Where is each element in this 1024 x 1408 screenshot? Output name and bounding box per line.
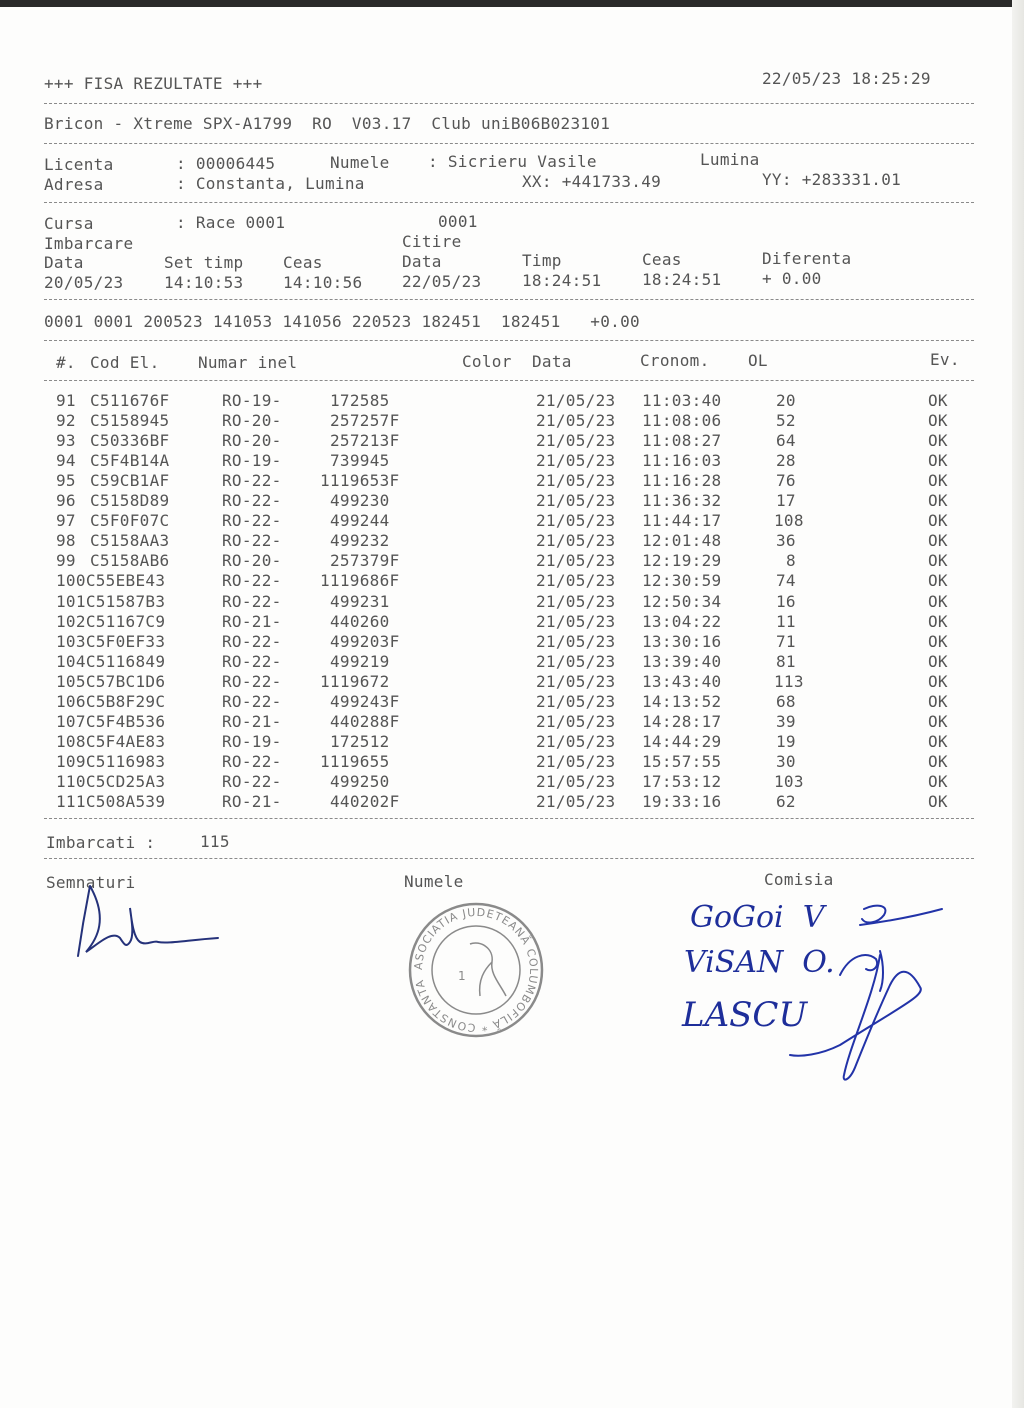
cell-ev: OK	[928, 431, 948, 451]
cell-nr: 102	[56, 611, 86, 631]
cell-ev: OK	[928, 531, 948, 551]
numele-footer-label: Numele	[404, 872, 464, 891]
cell-date: 21/05/23	[536, 491, 616, 511]
cell-ol: 74	[776, 571, 796, 591]
cell-nr: 109	[56, 751, 86, 771]
cell-time: 11:03:40	[642, 391, 722, 410]
cell-date: 21/05/23	[536, 711, 616, 731]
cell-date: 21/05/23	[536, 651, 616, 671]
table-row	[0, 492, 1024, 512]
table-row	[0, 673, 1024, 693]
cell-date: 21/05/23	[536, 391, 616, 410]
table-row	[0, 532, 1024, 552]
cell-ol: 81	[776, 651, 796, 671]
cell-ring-number: 1119672	[320, 671, 390, 691]
cell-ring-prefix: RO-20-	[222, 411, 282, 431]
cell-ring-number: 440260	[330, 611, 390, 631]
licenta-label: Licenta	[44, 155, 114, 174]
cell-time: 12:19:29	[642, 551, 722, 571]
cell-ev: OK	[928, 792, 948, 811]
cell-ring-number: 1119655	[320, 751, 390, 771]
cell-ring-prefix: RO-22-	[222, 491, 282, 511]
cell-cod: C5158AA3	[90, 531, 170, 551]
cell-nr: 104	[56, 651, 86, 671]
cell-ol: 113	[774, 671, 804, 691]
cell-ring-prefix: RO-20-	[222, 551, 282, 571]
cell-cod: C5158D89	[90, 491, 170, 511]
divider	[44, 340, 974, 341]
cell-ring-number: 499219	[330, 651, 390, 671]
cell-date: 21/05/23	[536, 431, 616, 451]
cell-ol: 16	[776, 591, 796, 611]
cursa-code: 0001	[438, 212, 478, 231]
cell-ring-prefix: RO-22-	[222, 651, 282, 671]
table-row	[0, 793, 1024, 813]
print-timestamp: 22/05/23 18:25:29	[762, 69, 931, 88]
cell-cod: C5B8F29C	[85, 691, 166, 711]
cell-nr: 106	[56, 691, 86, 711]
cell-date: 21/05/23	[536, 411, 616, 431]
citire-label: Citire	[402, 232, 462, 251]
cell-time: 12:30:59	[642, 571, 722, 591]
cursa-label: Cursa	[44, 214, 94, 233]
cell-date: 21/05/23	[536, 571, 616, 591]
table-row	[0, 613, 1024, 633]
cell-ring-prefix: RO-21-	[222, 611, 282, 631]
th-ol: OL	[748, 351, 768, 370]
cell-nr: 100	[56, 571, 86, 591]
cell-ev: OK	[928, 711, 948, 731]
cell-ol: 39	[776, 711, 796, 731]
cell-nr: 111	[56, 792, 86, 811]
th-data: Data	[532, 352, 572, 371]
th-cod: Cod El.	[90, 353, 160, 372]
cell-ev: OK	[928, 471, 948, 491]
divider	[44, 143, 974, 144]
divider	[44, 818, 974, 819]
table-row	[0, 593, 1024, 613]
cell-time: 12:50:34	[642, 591, 722, 611]
cell-ring-number: 739945	[330, 451, 390, 471]
cell-nr: 98	[56, 531, 76, 551]
numele-value: : Sicrieru Vasile	[428, 152, 597, 171]
cell-ring-number: 499244	[330, 511, 390, 531]
commission-name-1: GoGoi V	[690, 900, 825, 935]
cell-ring-number: 1119653F	[320, 471, 400, 491]
cell-nr: 93	[56, 431, 76, 451]
cell-nr: 91	[56, 391, 76, 410]
cell-ring-prefix: RO-22-	[222, 531, 282, 551]
cell-cod: C5F4B536	[85, 711, 166, 731]
divider	[44, 858, 974, 859]
cell-ring-number: 499230	[330, 491, 390, 511]
table-row	[0, 753, 1024, 773]
cell-ring-prefix: RO-21-	[222, 711, 282, 731]
cell-time: 13:39:40	[642, 651, 722, 671]
cell-ring-prefix: RO-22-	[222, 511, 282, 531]
th-nr: #.	[56, 353, 76, 372]
association-stamp	[402, 900, 550, 1040]
cell-ring-number: 257213F	[330, 431, 400, 451]
cell-time: 12:01:48	[642, 531, 722, 551]
licenta-value: : 00006445	[176, 154, 276, 173]
locality: Lumina	[700, 150, 760, 169]
val-data-citire: 22/05/23	[402, 272, 482, 291]
table-row	[0, 773, 1024, 793]
table-row	[0, 472, 1024, 492]
cell-date: 21/05/23	[536, 631, 616, 651]
cell-ring-prefix: RO-22-	[222, 691, 282, 711]
col-set-timp: Set timp	[164, 253, 244, 272]
val-ceas: 14:10:56	[283, 273, 363, 292]
val-timp: 18:24:51	[522, 271, 602, 290]
cell-cod: C5F0F07C	[90, 511, 170, 531]
table-row	[0, 512, 1024, 532]
cell-ev: OK	[928, 751, 948, 771]
cell-cod: C5F0EF33	[85, 631, 166, 651]
cell-ring-prefix: RO-19-	[222, 391, 282, 410]
cell-date: 21/05/23	[536, 551, 616, 571]
cell-ol: 36	[776, 531, 796, 551]
th-inel: Numar inel	[198, 353, 298, 372]
cell-time: 11:44:17	[642, 511, 722, 531]
table-row	[0, 633, 1024, 653]
table-row	[0, 713, 1024, 733]
adresa-label: Adresa	[44, 175, 104, 194]
th-ev: Ev.	[930, 350, 960, 369]
cell-time: 13:43:40	[642, 671, 722, 691]
adresa-value: : Constanta, Lumina	[176, 174, 365, 193]
cell-ring-number: 1119686F	[320, 571, 400, 591]
cell-ol: 52	[776, 411, 796, 431]
cell-ring-number: 440202F	[330, 792, 400, 811]
cell-nr: 107	[56, 711, 86, 731]
semnaturi-label: Semnaturi	[46, 873, 136, 892]
cell-ol: 68	[776, 691, 796, 711]
imbarcare-label: Imbarcare	[44, 234, 134, 253]
cell-nr: 94	[56, 451, 76, 471]
cell-time: 15:57:55	[642, 751, 722, 771]
cell-ol: 30	[776, 751, 796, 771]
cell-time: 17:53:12	[642, 771, 722, 791]
cell-ol: 108	[774, 511, 804, 531]
cell-date: 21/05/23	[536, 671, 616, 691]
cell-ring-prefix: RO-19-	[222, 731, 282, 751]
comisia-label: Comisia	[764, 870, 834, 889]
cell-nr: 101	[56, 591, 86, 611]
cell-date: 21/05/23	[536, 591, 616, 611]
cell-ring-number: 172512	[330, 731, 390, 751]
divider	[44, 202, 974, 203]
table-row	[0, 432, 1024, 452]
cell-ev: OK	[928, 651, 948, 671]
table-row	[0, 452, 1024, 472]
cell-nr: 105	[56, 671, 86, 691]
cell-ring-prefix: RO-22-	[222, 751, 282, 771]
cell-cod: C55EBE43	[85, 571, 166, 591]
cell-cod: C511676F	[90, 391, 170, 410]
cell-date: 21/05/23	[536, 751, 616, 771]
cell-time: 13:30:16	[642, 631, 722, 651]
cell-ev: OK	[928, 391, 948, 410]
table-row	[0, 693, 1024, 713]
stamp-ring-text: ASOCIATIA JUDETEANĂ COLUMBOFILĂ * CONSTANTA	[411, 905, 541, 1035]
cell-ol: 62	[776, 792, 796, 811]
cell-cod: C57BC1D6	[85, 671, 166, 691]
cell-nr: 96	[56, 491, 76, 511]
commission-name-3: LASCU	[682, 995, 808, 1035]
cell-ring-number: 257257F	[330, 411, 400, 431]
cell-ol: 28	[776, 451, 796, 471]
race-summary-line: 0001 0001 200523 141053 141056 220523 182451 182451 +0.00	[44, 312, 640, 331]
scan-edge-top	[0, 0, 1024, 7]
cell-time: 14:28:17	[642, 711, 722, 731]
cell-ev: OK	[928, 571, 948, 591]
cell-cod: C5F4AE83	[85, 731, 166, 751]
col-timp: Timp	[522, 251, 562, 270]
cell-ev: OK	[928, 611, 948, 631]
th-cronom: Cronom.	[640, 351, 710, 370]
cell-ev: OK	[928, 631, 948, 651]
cell-nr: 95	[56, 471, 76, 491]
cell-date: 21/05/23	[536, 771, 616, 791]
cell-date: 21/05/23	[536, 792, 616, 811]
svg-text:ASOCIATIA JUDETEANĂ COLUMBOFIL	[412, 906, 540, 1034]
cell-ol: 76	[776, 471, 796, 491]
cell-ev: OK	[928, 451, 948, 471]
table-row	[0, 653, 1024, 673]
cell-ev: OK	[928, 771, 948, 791]
table-row	[0, 733, 1024, 753]
cell-nr: 108	[56, 731, 86, 751]
table-row	[0, 572, 1024, 592]
cell-time: 11:08:06	[642, 411, 722, 431]
col-diferenta: Diferenta	[762, 249, 852, 268]
val-diferenta: + 0.00	[762, 269, 822, 288]
col-data-citire: Data	[402, 252, 442, 271]
cell-time: 13:04:22	[642, 611, 722, 631]
cell-ring-prefix: RO-22-	[222, 471, 282, 491]
cell-ring-prefix: RO-22-	[222, 671, 282, 691]
col-ceas: Ceas	[283, 253, 323, 272]
cell-ring-prefix: RO-20-	[222, 431, 282, 451]
cell-nr: 92	[56, 411, 76, 431]
cell-ev: OK	[928, 591, 948, 611]
cell-time: 19:33:16	[642, 792, 722, 811]
cell-nr: 97	[56, 511, 76, 531]
col-ceas-citire: Ceas	[642, 250, 682, 269]
cell-nr: 110	[56, 771, 86, 791]
cell-time: 11:08:27	[642, 431, 722, 451]
cell-time: 11:16:28	[642, 471, 722, 491]
commission-name-2: ViSAN O.	[684, 945, 835, 980]
commission-signatures	[780, 895, 960, 1095]
cell-ring-number: 499250	[330, 771, 390, 791]
table-row	[0, 552, 1024, 572]
cell-cod: C5F4B14A	[90, 451, 170, 471]
cell-ring-number: 257379F	[330, 551, 400, 571]
cell-date: 21/05/23	[536, 611, 616, 631]
cell-ol: 17	[776, 491, 796, 511]
cell-cod: C50336BF	[90, 431, 170, 451]
cell-ol: 71	[776, 631, 796, 651]
cell-time: 14:13:52	[642, 691, 722, 711]
sheet-title: +++ FISA REZULTATE +++	[44, 74, 263, 93]
val-ceas-citire: 18:24:51	[642, 270, 722, 289]
cell-date: 21/05/23	[536, 691, 616, 711]
numele-label: Numele	[330, 153, 390, 172]
divider	[44, 299, 974, 300]
cell-cod: C5CD25A3	[85, 771, 166, 791]
cell-date: 21/05/23	[536, 451, 616, 471]
coord-xx: XX: +441733.49	[522, 172, 662, 191]
cell-ev: OK	[928, 731, 948, 751]
cell-cod: C51167C9	[85, 611, 166, 631]
cell-time: 11:36:32	[642, 491, 722, 511]
stamp-center: 1	[458, 969, 466, 983]
owner-signature	[68, 878, 238, 968]
cell-cod: C5116983	[85, 751, 166, 771]
cell-cod: C5158AB6	[90, 551, 170, 571]
cell-cod: C59CB1AF	[90, 471, 170, 491]
cell-ring-prefix: RO-22-	[222, 631, 282, 651]
cell-nr: 103	[56, 631, 86, 651]
device-line: Bricon - Xtreme SPX-A1799 RO V03.17 Club uniB06B023101	[44, 114, 611, 133]
cell-ev: OK	[928, 551, 948, 571]
cell-ring-number: 440288F	[330, 711, 400, 731]
cell-nr: 99	[56, 551, 76, 571]
coord-yy: YY: +283331.01	[762, 170, 902, 189]
cell-date: 21/05/23	[536, 531, 616, 551]
cell-date: 21/05/23	[536, 511, 616, 531]
cell-ring-number: 499231	[330, 591, 390, 611]
val-set-timp: 14:10:53	[164, 273, 244, 292]
imbarcati-value: 115	[200, 832, 230, 851]
cell-ring-number: 499203F	[330, 631, 400, 651]
cell-cod: C51587B3	[85, 591, 166, 611]
imbarcati-label: Imbarcati :	[46, 833, 156, 852]
cell-ol: 8	[786, 551, 796, 571]
cell-date: 21/05/23	[536, 471, 616, 491]
cell-date: 21/05/23	[536, 731, 616, 751]
col-data: Data	[44, 253, 84, 272]
cell-ol: 19	[776, 731, 796, 751]
table-row	[0, 392, 1024, 412]
table-row	[0, 412, 1024, 432]
cell-time: 11:16:03	[642, 451, 722, 471]
cell-ring-prefix: RO-22-	[222, 591, 282, 611]
cell-ring-prefix: RO-19-	[222, 451, 282, 471]
cell-ol: 20	[776, 391, 796, 410]
cell-cod: C508A539	[85, 792, 166, 811]
cell-ol: 11	[776, 611, 796, 631]
cell-ev: OK	[928, 691, 948, 711]
cell-cod: C5116849	[85, 651, 166, 671]
cell-ring-prefix: RO-21-	[222, 792, 282, 811]
cell-ev: OK	[928, 671, 948, 691]
cell-ev: OK	[928, 491, 948, 511]
divider	[44, 380, 974, 381]
val-data: 20/05/23	[44, 273, 124, 292]
cell-ev: OK	[928, 411, 948, 431]
cursa-value: : Race 0001	[176, 213, 286, 232]
cell-ev: OK	[928, 511, 948, 531]
cell-ring-number: 499232	[330, 531, 390, 551]
cell-ring-prefix: RO-22-	[222, 771, 282, 791]
cell-ol: 64	[776, 431, 796, 451]
cell-ring-number: 172585	[330, 391, 390, 410]
th-color: Color	[462, 352, 512, 371]
divider	[44, 103, 974, 104]
cell-ring-prefix: RO-22-	[222, 571, 282, 591]
cell-cod: C5158945	[90, 411, 170, 431]
cell-ring-number: 499243F	[330, 691, 400, 711]
cell-time: 14:44:29	[642, 731, 722, 751]
cell-ol: 103	[774, 771, 804, 791]
